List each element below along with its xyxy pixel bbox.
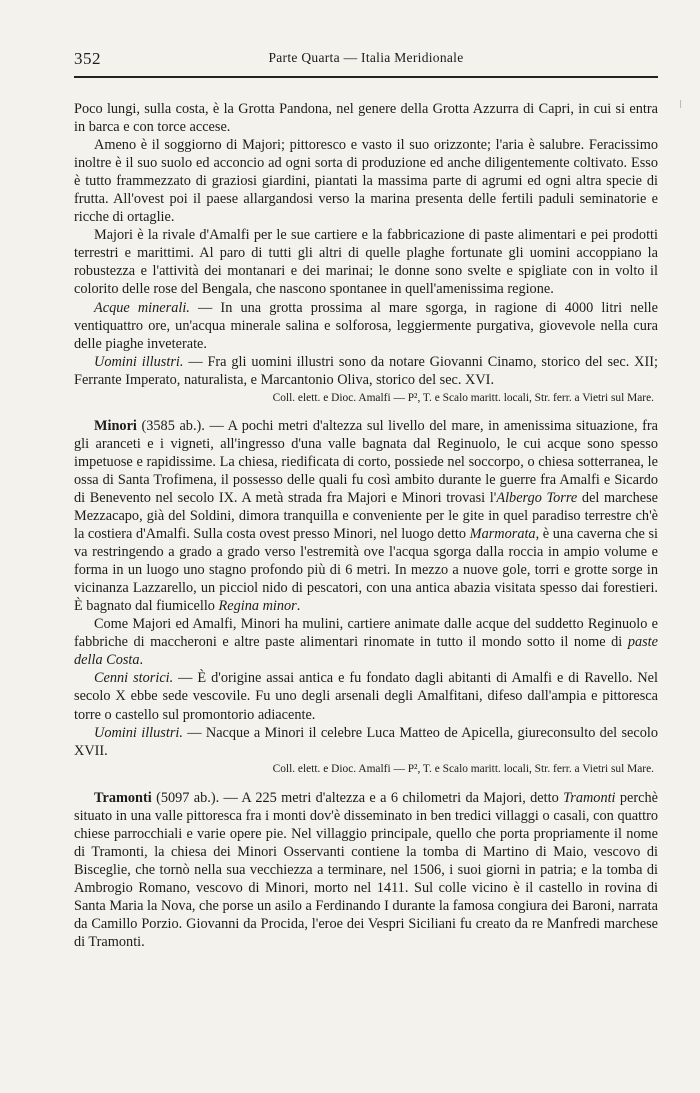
minori-text-b: del marchese Mezzacapo, già del Soldini, dimora tranquilla e conveniente per le gite in quel paradiso terrestre ch'è la costiera d'Amalfi. Sulla costa ovest presso Minori, nel luogo detto — [74, 489, 659, 543]
minori-p2-text-b: . — [139, 652, 144, 669]
tramonti-italic: Tramonti — [563, 789, 616, 806]
tramonti-text-a: (5097 ab.). — A 225 metri d'altezza e a 6 chilometri da Majori, detto — [151, 789, 564, 806]
majori-paragraph-1: Poco lungi, sulla costa, è la Grotta Pandona, nel genere della Grotta Azzurra di Capri, in cui si entra in barca e con torce accese. — [74, 101, 658, 136]
tramonti-heading: Tramonti — [94, 789, 152, 806]
minori-cenni-storici — [74, 669, 658, 723]
minori-uomini-illustri-text: — Nacque a Minori il celebre Luca Matteo de Apicella, giureconsulto del secolo XVII. — [74, 724, 658, 759]
running-title: Parte Quarta — Italia Meridionale — [268, 50, 464, 65]
uomini-illustri-text: — Fra gli uomini illustri sono da notare Giovanni Cinamo, storico del sec. XII; Ferrante Imperato, naturalista, e Marcantonio Oliva, storico del sec. XVI. — [74, 353, 658, 388]
minori-text-a: (3585 ab.). — A pochi metri d'altezza sul livello del mare, in amenissima situazione, fra gli aranceti e i vigneti, all'ingresso d'una valle bagnata dal Reginuolo, le cui acque sono spesso impetuose e rapidissime. La chiesa, riedificata di corto, possiede nel soccorpo, o chiesa sotterranea, le ossa di Santa Trofimena, il possesso delle quali fu così ambito durante le guerre fra Amalfi e Sicardo di Benevento nel secolo IX. A metà strada fra Majori e Minori trovasi l' — [74, 417, 658, 506]
section-gap — [74, 406, 658, 417]
cenni-storici-label: Cenni storici. — [94, 670, 174, 687]
majori-uomini-illustri — [74, 353, 658, 389]
majori-collegio-note: Coll. elett. e Dioc. Amalfi — P², T. e Scalo maritt. locali, Str. ferr. a Vietri sul Mare. — [272, 391, 654, 404]
page-header — [74, 49, 658, 69]
majori-paragraph-3: Majori è la rivale d'Amalfi per le sue cartiere e la fabbricazione di paste alimentari e pei prodotti terrestri e marittimi. Al paro di tutti gli altri di quelle plaghe fortunate gli uomini accoppiano la robustezza e l'attività dei montanari e dei marinai; le donne sono svelte e spigliate con in volto il colorito delle rose del Bengala, che nascono spontanee in quell'amenissima regione. — [74, 227, 658, 298]
minori-uomini-illustri-label: Uomini illustri. — [94, 724, 183, 741]
cenni-storici-text: — È d'origine assai antica e fu fondato dagli abitanti di Amalfi e di Ravello. Nel secolo X ebbe sede vescovile. Fu uno degli arsenali degli Amalfitani, difeso dall'ampia e pittoresca torre o castello sul promontorio adiacente. — [74, 670, 658, 723]
marmorata: Marmorata — [469, 526, 536, 543]
minori-paragraph-1 — [74, 417, 658, 616]
page-number: 352 — [74, 49, 101, 68]
header-rule — [74, 76, 658, 78]
page-body — [74, 100, 658, 951]
minori-collegio-note: Coll. elett. e Dioc. Amalfi — P², T. e Scalo maritt. locali, Str. ferr. a Vietri sul Mare. — [272, 762, 654, 775]
regina-minor: Regina minor — [218, 598, 297, 615]
minori-heading: Minori — [94, 417, 137, 434]
majori-paragraph-2: Ameno è il soggiorno di Majori; pittoresco e vasto il suo orizzonte; l'aria è salubre. Feracissimo inoltre è il suo suolo ed acconcio ad ogni sorta di produzione ed anche diligentemente coltivato. Esso è tutto frammezzato di graziosi giardini, piantati la massima parte di agrumi ed ogni altra specie di frutta. All'ovest poi il paese allargandosi verso la marina presenta delle fertili paduli seminatorie e ricche di ortaglie. — [74, 137, 658, 226]
tramonti-paragraph-1 — [74, 789, 658, 951]
minori-paragraph-2 — [74, 615, 658, 669]
uomini-illustri-label: Uomini illustri. — [94, 353, 184, 370]
majori-acque-minerali — [74, 299, 658, 353]
tramonti-text-b: perchè situato in una valle pittoresca fra i monti dov'è disseminato in ben tredici villaggi o casali, con quattro chiese parrocchiali e varie opere pie. Nel villaggio principale, quello che porta propriamente il nome di Tramonti, la chiesa dei Minori Osservanti contiene la tomba di Martino di Maio, vescovo di Bisceglie, che tornò nella sua vecchiezza a terminare, nel 1506, i suoi giorni in patria; e la tomba di Ambrogio Romano, vescovo di Minori, morto nel 1411. Sul colle vicino è il castello in rovina di Santa Maria la Nova, che porse un asilo a Ferdinando I durante la famosa congiura dei Baroni, narrata da Camillo Porzio. Giovanni da Procida, l'eroe dei Vespri Siciliani fu creato da re Manfredi marchese di Tramonti. — [74, 789, 659, 951]
albergo-torre: Albergo Torre — [496, 489, 578, 506]
section-gap-2 — [74, 777, 658, 789]
paste-della-costa: paste della Costa — [74, 634, 658, 669]
acque-minerali-label: Acque minerali. — [94, 299, 190, 316]
minori-p2-text-a: Come Majori ed Amalfi, Minori ha mulini, cartiere animate dalle acque del suddetto Reginuolo e fabbriche di maccheroni e altre paste alimentari rinomate in tutto il mondo sotto il nome di — [74, 616, 658, 651]
minori-text-d: . — [296, 598, 301, 615]
margin-mark — [680, 100, 681, 108]
acque-minerali-text: — In una grotta prossima al mare sgorga, in ragione di 4000 litri nelle ventiquattro ore, un'acqua minerale salina e solforosa, leggiermente purgativa, giovevole nella cura delle piaghe inveterate. — [74, 299, 658, 352]
minori-text-c: , è una caverna che si va restringendo a grado a grado verso l'estremità ove l'acqua sgorga dalla roccia in ampio volume e forma in un luogo uno stagno profondo più di 6 metri. In mezzo a nuove gole, torri e grotte sorge in vicinanza Lazzarello, un picciol nido di pescatori, con una antica abazia visitata spesso dai forestieri. È bagnato dal fiumicello — [74, 526, 659, 615]
minori-uomini-illustri — [74, 724, 658, 760]
